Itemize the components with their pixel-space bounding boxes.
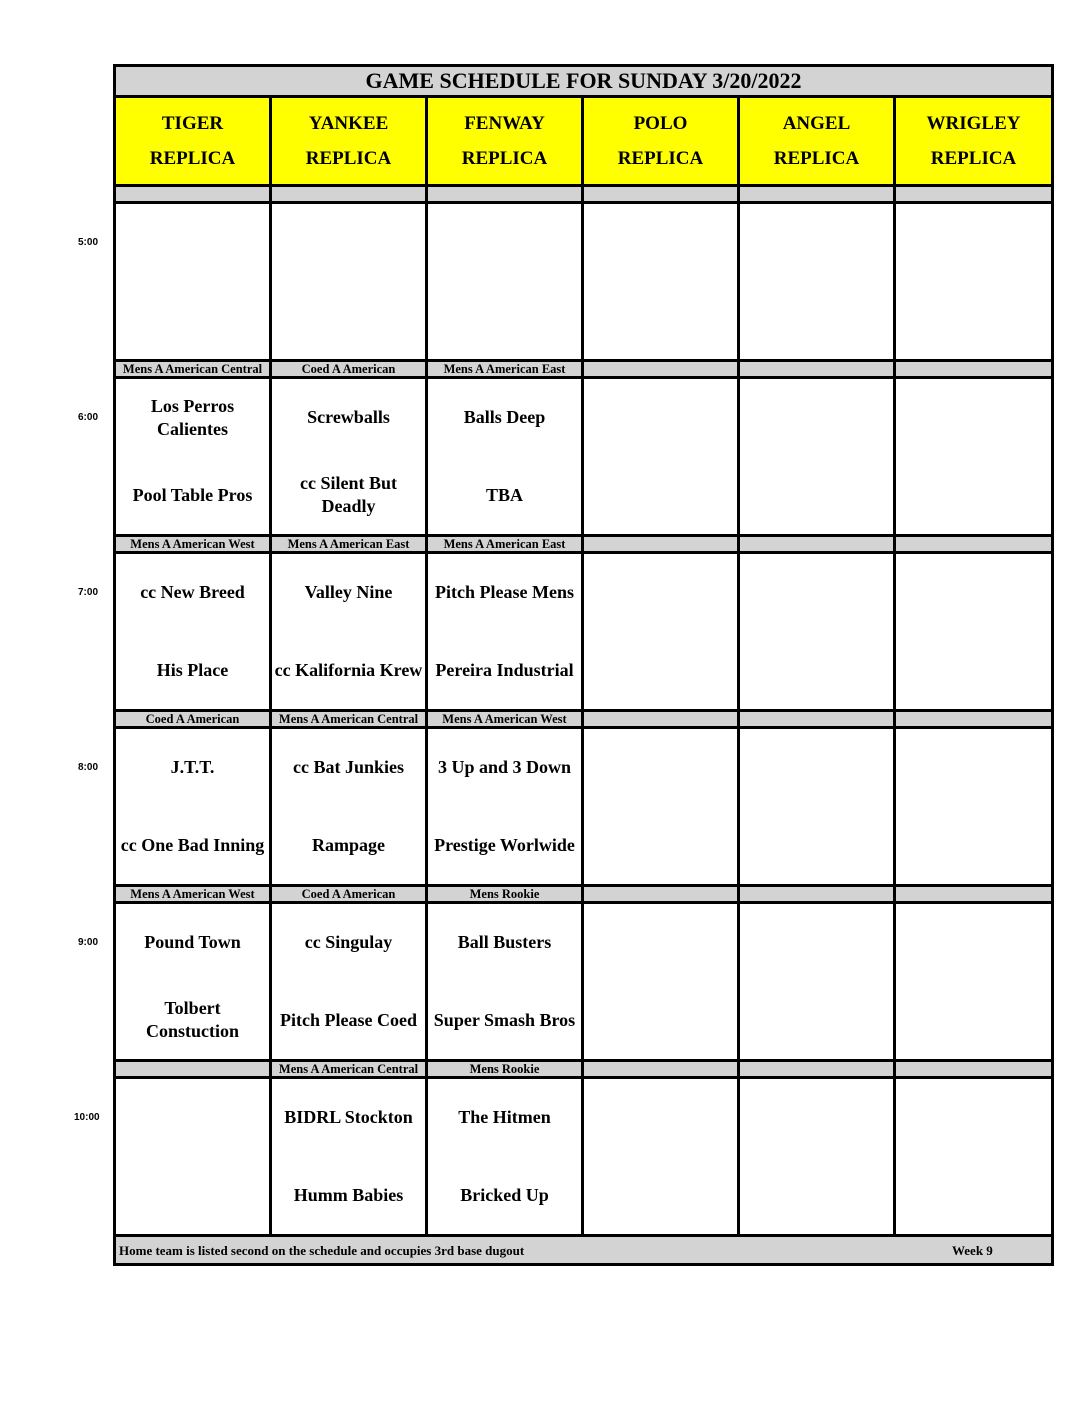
game-cell — [115, 903, 271, 1061]
home-team: His Place — [156, 659, 229, 680]
division-label — [739, 186, 895, 203]
game-cell — [583, 1078, 739, 1236]
matchup — [272, 729, 425, 884]
division-label: Mens A American Central — [271, 1061, 427, 1078]
game-cell — [739, 203, 895, 361]
game-cell — [895, 903, 1053, 1061]
away-team: Balls Deep — [463, 407, 546, 428]
field-header-yankee — [271, 97, 427, 186]
game-cell — [739, 728, 895, 886]
field-header-angel — [739, 97, 895, 186]
division-label — [895, 536, 1053, 553]
game-cell — [895, 203, 1053, 361]
division-label — [739, 536, 895, 553]
field-subtitle: REPLICA — [930, 148, 1017, 169]
division-row — [115, 711, 1053, 728]
schedule-sheet — [113, 64, 1051, 1266]
away-team: 3 Up and 3 Down — [437, 757, 572, 778]
division-label: Mens A American Central — [271, 711, 427, 728]
matchup — [428, 554, 581, 709]
game-cell — [739, 1078, 895, 1236]
schedule-title: GAME SCHEDULE FOR SUNDAY 3/20/2022 — [115, 66, 1053, 97]
division-label: Mens A American West — [115, 536, 271, 553]
field-name: YANKEE — [308, 113, 389, 134]
game-cell — [115, 1078, 271, 1236]
game-row — [115, 1078, 1053, 1236]
schedule-table — [113, 64, 1054, 1266]
time-label: 9:00 — [78, 937, 99, 948]
week-label: Week 9 — [952, 1243, 993, 1258]
field-header-wrigley — [895, 97, 1053, 186]
field-name: TIGER — [161, 113, 224, 134]
home-team: TBA — [485, 484, 523, 505]
field-header-tiger — [115, 97, 271, 186]
division-label: Mens A American East — [427, 361, 583, 378]
home-team: Tolbert Constuction — [145, 998, 239, 1042]
game-cell — [739, 378, 895, 536]
home-team: Bricked Up — [460, 1184, 549, 1205]
division-label — [583, 361, 739, 378]
game-cell — [427, 728, 583, 886]
away-team: cc Bat Junkies — [292, 757, 404, 778]
field-subtitle: REPLICA — [773, 148, 860, 169]
away-team: The Hitmen — [458, 1107, 551, 1128]
division-label — [895, 361, 1053, 378]
matchup — [116, 554, 269, 709]
home-team: Pool Table Pros — [132, 484, 253, 505]
home-team: Pereira Industrial — [435, 659, 574, 680]
matchup — [272, 904, 425, 1059]
game-cell — [427, 553, 583, 711]
division-label — [583, 711, 739, 728]
division-row — [115, 1061, 1053, 1078]
home-team: cc Kalifornia Krew — [274, 659, 423, 680]
matchup — [428, 904, 581, 1059]
away-team: Pitch Please Mens — [435, 582, 574, 603]
division-row — [115, 536, 1053, 553]
division-label — [739, 886, 895, 903]
away-team: Screwballs — [307, 407, 390, 428]
division-label: Coed A American — [271, 886, 427, 903]
game-cell — [427, 203, 583, 361]
game-cell — [583, 378, 739, 536]
game-cell — [583, 203, 739, 361]
home-team: Prestige Worlwide — [434, 834, 575, 855]
time-label: 6:00 — [78, 412, 99, 423]
field-subtitle: REPLICA — [305, 148, 392, 169]
game-cell — [115, 553, 271, 711]
home-team-note: Home team is listed second on the schedule and occupies 3rd base dugout — [119, 1243, 525, 1258]
game-cell — [427, 378, 583, 536]
away-team: Los Perros Calientes — [150, 395, 235, 439]
division-label — [427, 186, 583, 203]
time-label: 10:00 — [74, 1112, 100, 1123]
field-header-fenway — [427, 97, 583, 186]
division-label — [583, 1061, 739, 1078]
division-label — [739, 1061, 895, 1078]
game-row — [115, 728, 1053, 886]
game-cell — [583, 903, 739, 1061]
home-team: Rampage — [312, 834, 385, 855]
division-label: Mens A American East — [427, 536, 583, 553]
division-label: Mens Rookie — [427, 1061, 583, 1078]
matchup — [428, 1079, 581, 1234]
schedule-footer — [115, 1236, 1053, 1265]
division-row — [115, 361, 1053, 378]
game-cell — [115, 378, 271, 536]
matchup — [116, 904, 269, 1059]
away-team: Valley Nine — [304, 582, 393, 603]
away-team: cc New Breed — [140, 582, 245, 603]
home-team: cc Silent But Deadly — [300, 473, 397, 517]
game-cell — [115, 203, 271, 361]
game-cell — [427, 1078, 583, 1236]
game-cell — [583, 553, 739, 711]
matchup — [272, 554, 425, 709]
division-label — [583, 886, 739, 903]
field-subtitle: REPLICA — [461, 148, 548, 169]
game-cell — [115, 728, 271, 886]
home-team: Humm Babies — [293, 1184, 404, 1205]
division-label: Mens A American West — [115, 886, 271, 903]
game-cell — [895, 553, 1053, 711]
division-label — [583, 536, 739, 553]
matchup — [428, 379, 581, 534]
matchup — [272, 379, 425, 534]
field-header-polo — [583, 97, 739, 186]
game-cell — [271, 553, 427, 711]
matchup — [116, 729, 269, 884]
game-cell — [427, 903, 583, 1061]
division-label: Coed A American — [115, 711, 271, 728]
away-team: BIDRL Stockton — [284, 1107, 413, 1128]
matchup — [116, 379, 269, 534]
division-label: Mens A American West — [427, 711, 583, 728]
game-cell — [583, 728, 739, 886]
division-label: Mens A American Central — [115, 361, 271, 378]
game-row — [115, 553, 1053, 711]
home-team: cc One Bad Inning — [120, 834, 265, 855]
division-label — [895, 1061, 1053, 1078]
game-row — [115, 378, 1053, 536]
field-name: ANGEL — [782, 113, 851, 134]
division-label: Coed A American — [271, 361, 427, 378]
time-label: 7:00 — [78, 587, 99, 598]
away-team: J.T.T. — [170, 757, 215, 778]
division-row — [115, 186, 1053, 203]
division-label: Mens A American East — [271, 536, 427, 553]
home-team: Pitch Please Coed — [280, 1009, 417, 1030]
time-label: 5:00 — [78, 237, 99, 248]
field-name: WRIGLEY — [926, 113, 1021, 134]
matchup — [272, 1079, 425, 1234]
division-row — [115, 886, 1053, 903]
game-cell — [271, 203, 427, 361]
game-cell — [271, 903, 427, 1061]
division-label — [271, 186, 427, 203]
game-cell — [271, 1078, 427, 1236]
game-cell — [739, 553, 895, 711]
division-label — [739, 711, 895, 728]
division-label — [895, 711, 1053, 728]
division-label: Mens Rookie — [427, 886, 583, 903]
division-label — [583, 186, 739, 203]
game-row — [115, 903, 1053, 1061]
field-subtitle: REPLICA — [617, 148, 704, 169]
away-team: Pound Town — [144, 932, 241, 953]
game-cell — [739, 903, 895, 1061]
home-team: Super Smash Bros — [433, 1009, 576, 1030]
field-name: FENWAY — [464, 113, 545, 134]
division-label — [115, 1061, 271, 1078]
game-cell — [895, 728, 1053, 886]
time-label: 8:00 — [78, 762, 99, 773]
field-subtitle: REPLICA — [149, 148, 236, 169]
division-label — [895, 186, 1053, 203]
matchup — [428, 729, 581, 884]
game-cell — [271, 378, 427, 536]
game-row — [115, 203, 1053, 361]
division-label — [115, 186, 271, 203]
game-cell — [895, 1078, 1053, 1236]
division-label — [895, 886, 1053, 903]
away-team: cc Singulay — [304, 932, 393, 953]
game-cell — [895, 378, 1053, 536]
game-cell — [271, 728, 427, 886]
division-label — [739, 361, 895, 378]
field-name: POLO — [633, 113, 688, 134]
away-team: Ball Busters — [457, 932, 552, 953]
